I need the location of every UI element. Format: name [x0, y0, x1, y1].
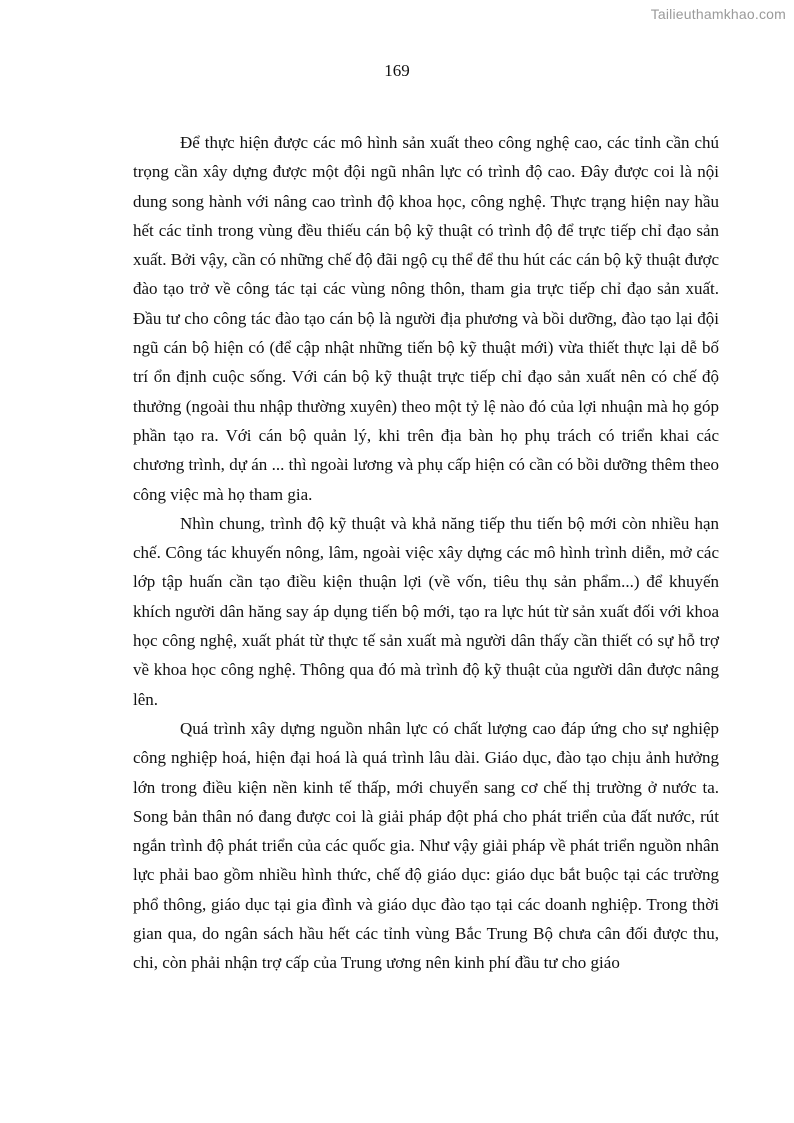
document-body: [133, 128, 719, 978]
watermark: Tailieuthamkhao.com: [650, 6, 786, 22]
paragraph: Quá trình xây dựng nguồn nhân lực có chất lượng cao đáp ứng cho sự nghiệp công nghiệp hoá, hiện đại hoá là quá trình lâu dài. Giáo dục, đào tạo chịu ảnh hưởng lớn trong điều kiện nền kinh tế thấp, mới chuyển sang cơ chế thị trường ở nước ta. Song bản thân nó đang được coi là giải pháp đột phá cho phát triển của đất nước, rút ngắn trình độ phát triển của các quốc gia. Như vậy giải pháp về phát triển nguồn nhân lực phải bao gồm nhiều hình thức, chế độ giáo dục: giáo dục bắt buộc tại các trường phổ thông, giáo dục tại gia đình và giáo dục đào tạo tại các doanh nghiệp. Trong thời gian qua, do ngân sách hầu hết các tỉnh vùng Bắc Trung Bộ chưa cân đối được thu, chi, còn phải nhận trợ cấp của Trung ương nên kinh phí đầu tư cho giáo: [133, 718, 719, 973]
paragraph: Để thực hiện được các mô hình sản xuất theo công nghệ cao, các tỉnh cần chú trọng cần xây dựng được một đội ngũ nhân lực có trình độ cao. Đây được coi là nội dung song hành với nâng cao trình độ khoa học, công nghệ. Thực trạng hiện nay hầu hết các tỉnh trong vùng đều thiếu cán bộ kỹ thuật có trình độ để trực tiếp chỉ đạo sản xuất. Bởi vậy, cần có những chế độ đãi ngộ cụ thể để thu hút các cán bộ kỹ thuật được đào tạo trở về công tác tại các vùng nông thôn, tham gia trực tiếp chỉ đạo sản xuất. Đầu tư cho công tác đào tạo cán bộ là người địa phương và bồi dưỡng, đào tạo lại đội ngũ cán bộ hiện có (để cập nhật những tiến bộ kỹ thuật mới) vừa thiết thực lại dễ bố trí ổn định cuộc sống. Với cán bộ kỹ thuật trực tiếp chỉ đạo sản xuất nên có chế độ thưởng (ngoài thu nhập thường xuyên) theo một tỷ lệ nào đó của lợi nhuận mà họ góp phần tạo ra. Với cán bộ quản lý, khi trên địa bàn họ phụ trách có triển khai các chương trình, dự án ... thì ngoài lương và phụ cấp hiện có cần có bồi dưỡng thêm theo công việc mà họ tham gia.: [133, 133, 719, 504]
paragraph: Nhìn chung, trình độ kỹ thuật và khả năng tiếp thu tiến bộ mới còn nhiều hạn chế. Công tác khuyến nông, lâm, ngoài việc xây dựng các mô hình trình diễn, mở các lớp tập huấn cần tạo điều kiện thuận lợi (về vốn, tiêu thụ sản phẩm...) để khuyến khích người dân hăng say áp dụng tiến bộ mới, tạo ra lực hút từ sản xuất đối với khoa học công nghệ, xuất phát từ thực tế sản xuất mà người dân thấy cần thiết có sự hỗ trợ về khoa học công nghệ. Thông qua đó mà trình độ kỹ thuật của người dân được nâng lên.: [133, 513, 719, 709]
page-number: 169: [384, 61, 410, 80]
